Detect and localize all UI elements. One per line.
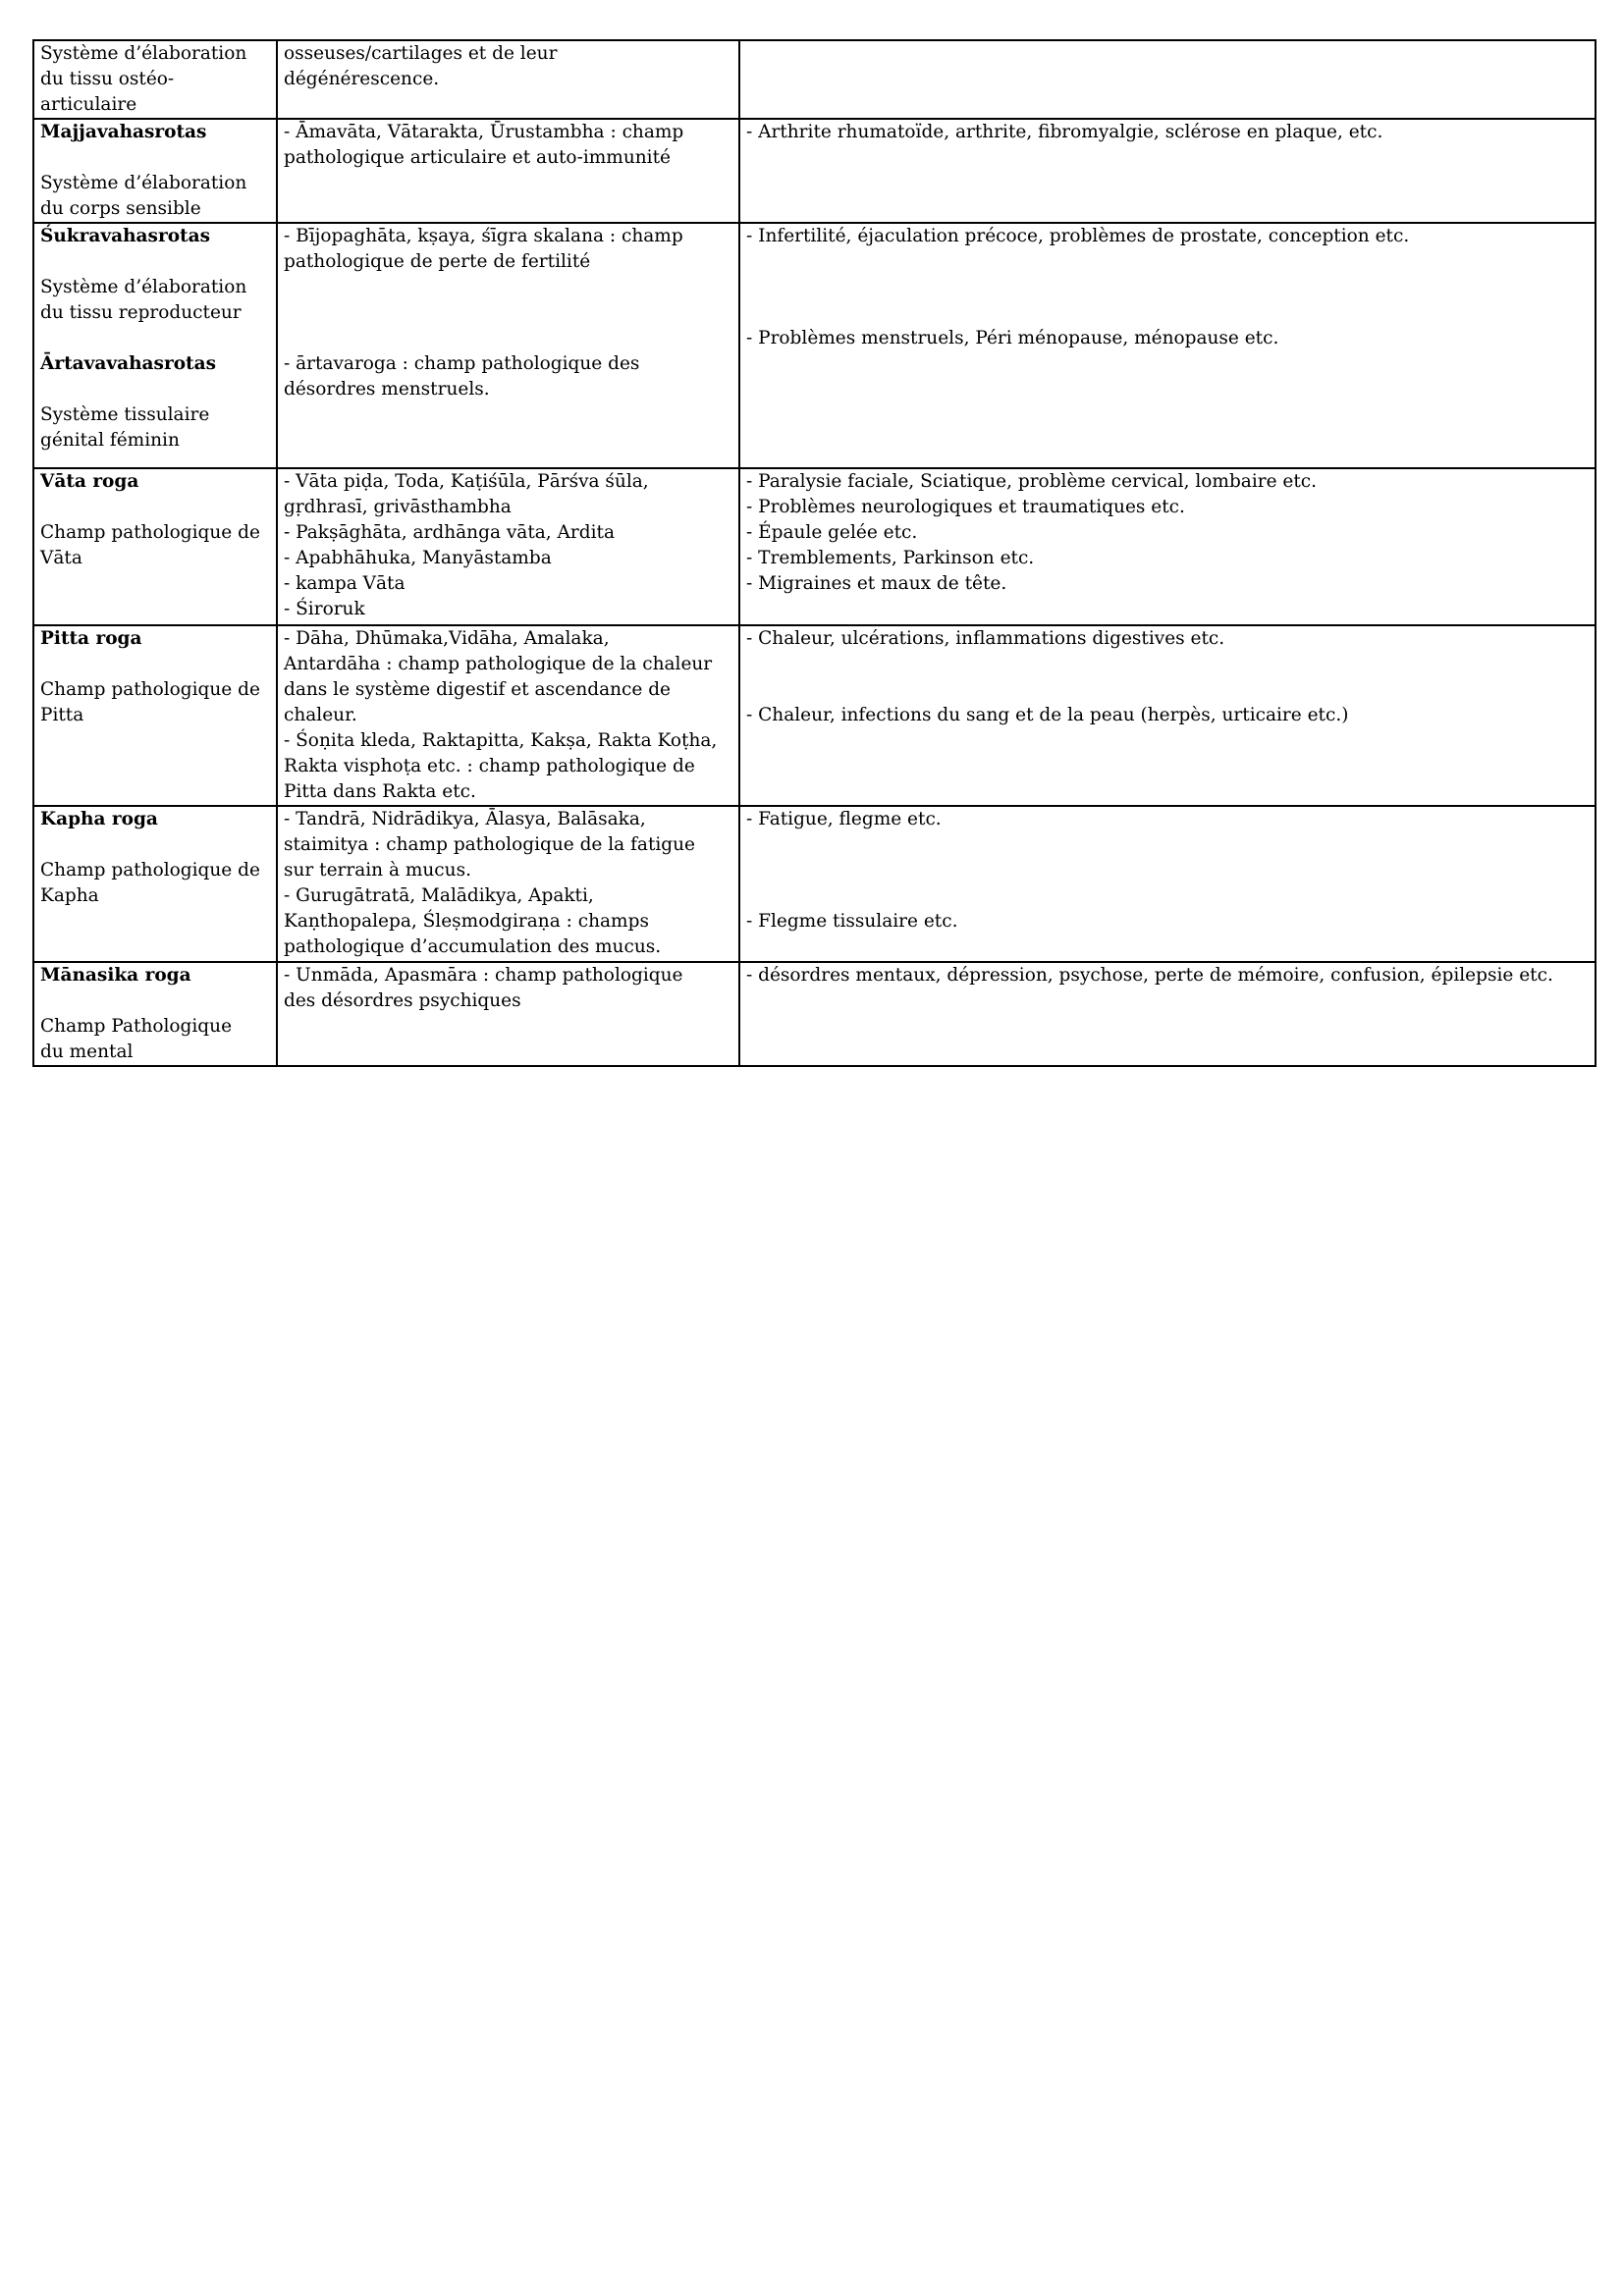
cell-text-line: du tissu reproducteur xyxy=(40,302,242,323)
cell-text-line: sur terrain à mucus. xyxy=(284,860,471,881)
cell-text-line: - Chaleur, infections du sang et de la peau (herpès, urticaire etc.) xyxy=(746,705,1349,725)
srotas-cell xyxy=(33,223,277,468)
blank-line xyxy=(284,326,732,351)
cell-text-line: - Āmavāta, Vātarakta, Ūrustambha : champ xyxy=(284,122,684,142)
cell-text-line: Champ pathologique de xyxy=(40,679,260,700)
blank-line xyxy=(40,145,270,171)
cell-text-line: articulaire xyxy=(40,94,137,115)
cell-heading: Majjavahasrotas xyxy=(40,122,207,142)
western-equivalent-cell xyxy=(739,962,1596,1066)
cell-text-line: - ārtavaroga : champ pathologique des xyxy=(284,353,640,374)
cell-text-line: Champ Pathologique xyxy=(40,1016,233,1037)
table-row xyxy=(33,40,1596,119)
cell-text-line: Pitta xyxy=(40,705,84,725)
srotas-cell xyxy=(33,40,277,119)
cell-text-line: - Tandrā, Nidrādikya, Ālasya, Balāsaka, xyxy=(284,809,646,829)
cell-text-line: Rakta visphoṭa etc. : champ pathologique de xyxy=(284,756,695,776)
cell-text-line: - Problèmes menstruels, Péri ménopause, ménopause etc. xyxy=(746,328,1279,348)
table-row xyxy=(33,625,1596,806)
blank-line xyxy=(746,832,1589,858)
cell-text-line: pathologique d’accumulation des mucus. xyxy=(284,936,662,957)
cell-text-line: dégénérescence. xyxy=(284,69,440,89)
table-body xyxy=(33,40,1596,1066)
cell-text-line: - désordres mentaux, dépression, psychose, perte de mémoire, confusion, épilepsie etc. xyxy=(746,965,1553,986)
srotas-cell xyxy=(33,962,277,1066)
cell-text-line: - Bījopaghāta, kṣaya, śīgra skalana : champ xyxy=(284,226,683,246)
disease-cell xyxy=(277,468,739,625)
cell-text-line: - Arthrite rhumatoïde, arthrite, fibromyalgie, sclérose en plaque, etc. xyxy=(746,122,1383,142)
disease-cell xyxy=(277,223,739,468)
table-row xyxy=(33,468,1596,625)
cell-text-line: - Apabhāhuka, Manyāstamba xyxy=(284,548,552,568)
table-row xyxy=(33,962,1596,1066)
cell-text-line: Champ pathologique de xyxy=(40,522,260,543)
cell-text-line: Antardāha : champ pathologique de la chaleur xyxy=(284,654,713,674)
cell-text-line: - Fatigue, flegme etc. xyxy=(746,809,942,829)
blank-line xyxy=(40,326,270,351)
cell-text-line: Kaṇthopalepa, Śleṣmodgiraṇa : champs xyxy=(284,911,649,932)
cell-text-line: des désordres psychiques xyxy=(284,990,521,1011)
blank-line xyxy=(746,883,1589,909)
blank-line xyxy=(284,300,732,326)
cell-text-line: staimitya : champ pathologique de la fatigue xyxy=(284,834,696,855)
cell-text-line: - Migraines et maux de tête. xyxy=(746,573,1007,594)
cell-text-line: - Gurugātratā, Malādikya, Apakti, xyxy=(284,885,594,906)
cell-heading: Vāta roga xyxy=(40,471,139,492)
blank-line xyxy=(40,988,270,1014)
cell-text-line: - Śoṇita kleda, Raktapitta, Kakṣa, Rakta Koṭha, xyxy=(284,730,718,751)
cell-heading: Kapha roga xyxy=(40,809,158,829)
cell-text-line: - Vāta piḍa, Toda, Kaṭiśūla, Pārśva śūla, xyxy=(284,471,649,492)
disease-cell xyxy=(277,119,739,223)
blank-line xyxy=(40,249,270,275)
cell-text-line: gṛdhrasī, grivāsthambha xyxy=(284,497,512,517)
cell-text-line: Pitta dans Rakta etc. xyxy=(284,781,476,802)
western-equivalent-cell xyxy=(739,223,1596,468)
cell-text-line: - Dāha, Dhūmaka,Vidāha, Amalaka, xyxy=(284,628,610,649)
cell-text-line: génital féminin xyxy=(40,430,180,451)
cell-text-line: Système d’élaboration xyxy=(40,173,247,193)
cell-text-line: pathologique de perte de fertilité xyxy=(284,251,591,272)
cell-text-line: - Problèmes neurologiques et traumatiques etc. xyxy=(746,497,1185,517)
cell-text-line: Système tissulaire xyxy=(40,404,210,425)
disease-cell xyxy=(277,806,739,962)
blank-line xyxy=(746,677,1589,703)
western-equivalent-cell xyxy=(739,468,1596,625)
blank-line xyxy=(746,275,1589,300)
blank-line xyxy=(40,832,270,858)
blank-line xyxy=(746,858,1589,883)
blank-line xyxy=(40,652,270,677)
blank-line xyxy=(40,377,270,402)
srotas-cell xyxy=(33,468,277,625)
cell-text-line: pathologique articulaire et auto-immunité xyxy=(284,147,671,168)
western-equivalent-cell xyxy=(739,40,1596,119)
blank-line xyxy=(746,249,1589,275)
cell-heading: Pitta roga xyxy=(40,628,142,649)
cell-heading: Mānasika roga xyxy=(40,965,191,986)
disease-cell xyxy=(277,40,739,119)
table-row xyxy=(33,223,1596,468)
cell-text-line: osseuses/cartilages et de leur xyxy=(284,43,558,64)
blank-line xyxy=(40,495,270,520)
cell-text-line: Système d’élaboration xyxy=(40,277,247,297)
cell-text-line: - Épaule gelée etc. xyxy=(746,522,918,543)
cell-text-line: Système d’élaboration xyxy=(40,43,247,64)
cell-heading: Ārtavavahasrotas xyxy=(40,353,216,374)
disease-cell xyxy=(277,962,739,1066)
pathology-table xyxy=(32,39,1596,1067)
cell-text-line: - kampa Vāta xyxy=(284,573,406,594)
western-equivalent-cell xyxy=(739,625,1596,806)
cell-text-line: Kapha xyxy=(40,885,99,906)
disease-cell xyxy=(277,625,739,806)
cell-text-line: Vāta xyxy=(40,548,82,568)
cell-text-line: - Chaleur, ulcérations, inflammations digestives etc. xyxy=(746,628,1225,649)
cell-text-line: désordres menstruels. xyxy=(284,379,490,400)
western-equivalent-cell xyxy=(739,119,1596,223)
cell-text-line: du corps sensible xyxy=(40,198,201,219)
cell-text-line: - Unmāda, Apasmāra : champ pathologique xyxy=(284,965,683,986)
cell-text-line: dans le système digestif et ascendance de xyxy=(284,679,672,700)
cell-text-line: - Flegme tissulaire etc. xyxy=(746,911,958,932)
cell-text-line: du tissu ostéo- xyxy=(40,69,175,89)
cell-text-line: - Śiroruk xyxy=(284,599,365,619)
table-row xyxy=(33,806,1596,962)
cell-text-line: - Infertilité, éjaculation précoce, problèmes de prostate, conception etc. xyxy=(746,226,1410,246)
cell-text-line: - Pakṣāghāta, ardhānga vāta, Ardita xyxy=(284,522,615,543)
western-equivalent-cell xyxy=(739,806,1596,962)
srotas-cell xyxy=(33,625,277,806)
srotas-cell xyxy=(33,806,277,962)
cell-text-line: - Paralysie faciale, Sciatique, problème cervical, lombaire etc. xyxy=(746,471,1318,492)
table-row xyxy=(33,119,1596,223)
blank-line xyxy=(284,275,732,300)
srotas-cell xyxy=(33,119,277,223)
cell-text-line: chaleur. xyxy=(284,705,357,725)
blank-line xyxy=(746,300,1589,326)
cell-text-line: - Tremblements, Parkinson etc. xyxy=(746,548,1035,568)
blank-line xyxy=(746,652,1589,677)
cell-text-line: du mental xyxy=(40,1041,134,1062)
cell-heading: Śukravahasrotas xyxy=(40,226,210,246)
cell-text-line: Champ pathologique de xyxy=(40,860,260,881)
